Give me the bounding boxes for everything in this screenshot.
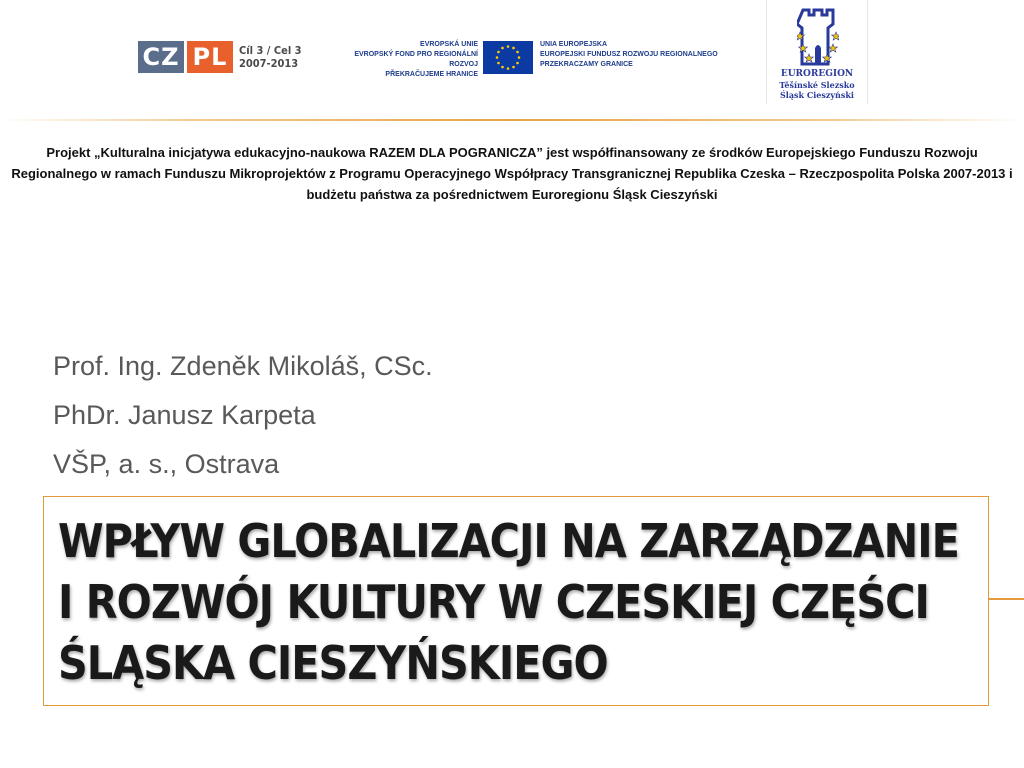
eu-star-icon — [501, 66, 504, 69]
author-item: Prof. Ing. Zdeněk Mikoláš, CSc. — [53, 351, 433, 381]
author-item: VŠP, a. s., Ostrava — [53, 449, 280, 479]
eu-star-icon — [497, 51, 500, 54]
czpl-cil-label: Cíl 3 / Cel 3 — [239, 44, 302, 57]
eu-star-icon — [496, 56, 499, 59]
eu-star-icon — [497, 62, 500, 65]
funding-note: Projekt „Kulturalna inicjatywa edukacyjno-naukowa RAZEM DLA POGRANICZA” jest współfinansowany ze środków Europejskiego Funduszu Rozwoju Regionalnego w ramach Funduszu Mikroprojektów z Programu Operacyjnego Współpracy Transgranicznej Republika Czeska – Rzeczpospolita Polska 2007-2013 i budżetu państwa za pośrednictwem Euroregionu Śląsk Cieszyński — [11, 145, 1013, 202]
title-line: ŚLĄSKA CIESZYŃSKIEGO — [58, 636, 608, 690]
czpl-logo-text — [239, 44, 302, 70]
eu-star-icon — [512, 47, 515, 50]
eu-star-icon — [507, 67, 510, 70]
eu-stars-icon — [483, 41, 533, 74]
czpl-logo — [138, 40, 302, 74]
eu-text-line: PRZEKRACZAMY GRANICE — [540, 61, 633, 68]
header-divider — [0, 119, 1024, 121]
title-frame — [43, 496, 989, 706]
eu-star-icon — [516, 51, 519, 54]
title-line: I ROZWÓJ KULTURY W CZESKIEJ CZĘŚCI — [58, 575, 929, 629]
euroregion-logo — [766, 0, 868, 104]
czpl-logo-cz: CZ — [138, 41, 184, 73]
euroregion-name-czech: Těšínské Slezsko — [779, 80, 855, 90]
author-list — [53, 346, 433, 493]
eu-text-line: UNIA EUROPEJSKA — [540, 41, 608, 48]
eu-flag-icon — [483, 41, 533, 74]
czpl-logo-pl: PL — [187, 41, 233, 73]
slide-title — [58, 511, 959, 694]
eu-star-icon — [501, 47, 504, 50]
czpl-years-label: 2007-2013 — [239, 57, 299, 70]
title-accent-line — [989, 598, 1024, 600]
euroregion-name-polish: Śląsk Cieszyński — [780, 90, 854, 100]
euroregion-title: EUROREGION — [780, 69, 854, 79]
author-item: PhDr. Janusz Karpeta — [53, 400, 316, 430]
tower-stars-icon — [797, 8, 839, 66]
eu-star-icon — [507, 45, 510, 48]
eu-text-line: PŘEKRAČUJEME HRANICE — [385, 71, 478, 78]
eu-text-line: EVROPSKÝ FOND PRO REGIONÁLNÍ ROZVOJ — [354, 51, 478, 68]
eu-text-line: EVROPSKÁ UNIE — [420, 41, 478, 48]
eu-star-icon — [516, 62, 519, 65]
eu-star-icon — [512, 66, 515, 69]
eu-text-line: EUROPEJSKI FUNDUSZ ROZWOJU REGIONALNEGO — [540, 51, 718, 58]
eu-star-icon — [518, 56, 521, 59]
eu-text-czech — [330, 40, 478, 80]
eu-text-polish — [540, 40, 740, 70]
title-line: WPŁYW GLOBALIZACJI NA ZARZĄDZANIE — [58, 514, 959, 568]
